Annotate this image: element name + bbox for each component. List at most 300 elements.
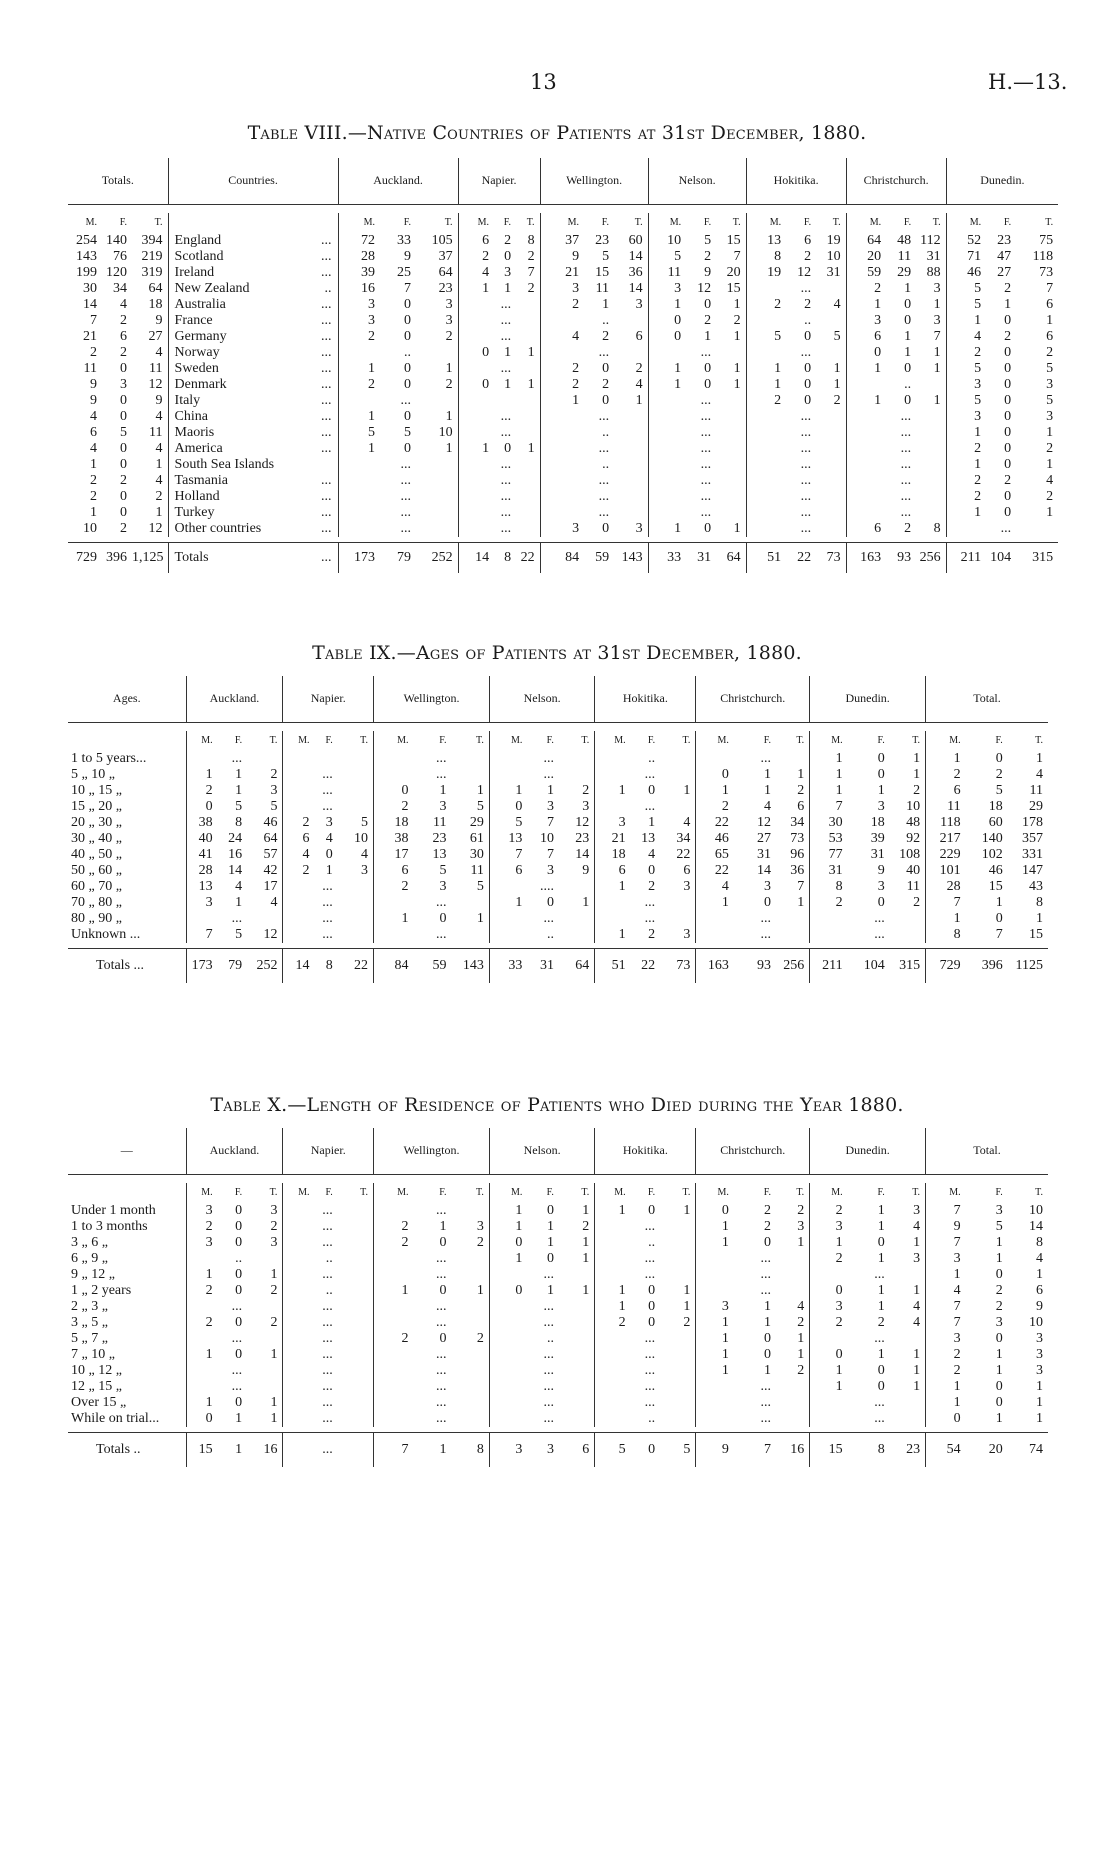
table8-cell: 1 (504, 376, 512, 392)
table8-cell: 2 (635, 360, 643, 376)
table9-cell (283, 783, 315, 799)
table8-cell: 0 (504, 248, 512, 264)
table10-cell: 1 (186, 1267, 218, 1283)
table10-cell: 2 (995, 1282, 1003, 1298)
table8-cell: 0 (504, 440, 512, 456)
table10-cell: 1 (995, 1362, 1003, 1378)
table8-cell: .. (804, 312, 812, 328)
table10-cell: .. (648, 1410, 656, 1426)
table8-cell: 3 (540, 521, 584, 537)
table9-cell (660, 911, 696, 927)
table9-cell: .... (539, 878, 554, 894)
table8-cell: 46 (946, 265, 986, 281)
table8-cell: 2 (946, 441, 986, 457)
table8-cell (716, 489, 746, 505)
table10-cell: 1 (489, 1219, 527, 1235)
table10-cell: ... (543, 1410, 554, 1426)
table8-row (68, 249, 1058, 265)
table10-cell: 0 (810, 1347, 848, 1363)
table8-cell: ... (800, 456, 812, 472)
table8-cell: 59 (584, 543, 614, 573)
table10-cell: 1 (683, 1282, 691, 1298)
table8-cell (746, 441, 786, 457)
table9-mft-label: M. (374, 731, 414, 751)
table8-cell (416, 473, 458, 489)
table8-cell: 3 (933, 312, 941, 328)
table8-cell: 1 (746, 361, 786, 377)
table9-cell: 12 (575, 814, 590, 830)
table10-cell: 2 (476, 1234, 484, 1250)
table8-cell (614, 505, 648, 521)
table10-cell (776, 1283, 810, 1299)
table10-cell (451, 1363, 489, 1379)
table8-cell: 0 (704, 360, 712, 376)
table9-cell: 65 (696, 847, 734, 863)
table8-cell: 1 (338, 361, 380, 377)
table10-cell: 1 (797, 1330, 805, 1346)
table10-cell: 0 (489, 1283, 527, 1299)
table9-cell: 3 (546, 862, 554, 878)
country-name: Holland (174, 488, 220, 504)
table9-cell: 0 (648, 862, 656, 878)
table9-cell: 14 (228, 862, 243, 878)
leader-dots: ... (321, 248, 332, 264)
table8-cell: ... (700, 392, 712, 408)
table8-cell (816, 521, 846, 537)
table9-cell: 0 (877, 750, 885, 766)
table8-mft-label: M. (338, 213, 380, 233)
table8-totals-cell: 4 (155, 440, 163, 456)
table10-cell (660, 1411, 696, 1427)
table8-cell: 1 (946, 505, 986, 521)
table10-mft-label: F. (763, 1187, 771, 1198)
table8-country-label (168, 521, 338, 537)
table9-cell: 2 (810, 895, 848, 911)
table10-cell (776, 1395, 810, 1411)
table8-cell: 79 (380, 543, 416, 573)
table8-cell (614, 441, 648, 457)
table8-cell: ... (800, 520, 812, 536)
table8-cell: ... (700, 504, 712, 520)
table8-cell (648, 457, 686, 473)
table8-cell (516, 457, 540, 473)
table9-cell: 1 (810, 767, 848, 783)
table9-cell: 0 (439, 910, 447, 926)
table8-row (68, 441, 1058, 457)
table8-cell (516, 425, 540, 441)
table9-mft-label: F. (763, 735, 771, 746)
table8-totals-cell: 34 (113, 280, 127, 296)
table9-header-5: Nelson. (489, 676, 594, 722)
table8-cell: 0 (704, 376, 712, 392)
table9-cell (810, 927, 848, 943)
table9-cell (595, 911, 631, 927)
table10-cell: 1 (595, 1283, 631, 1299)
table8-cell (540, 505, 584, 521)
table8-cell (494, 393, 516, 409)
table10-cell: ... (644, 1394, 656, 1410)
table10-cell: ... (435, 1202, 447, 1218)
table8-cell: 256 (916, 543, 946, 573)
table8-cell (746, 473, 786, 489)
table10-cell (776, 1267, 810, 1283)
leader-dots: ... (321, 312, 332, 328)
table8-cell: 39 (338, 265, 380, 281)
table8-totals-cell: 64 (148, 280, 163, 296)
table8-cell: 3 (1046, 408, 1054, 424)
table9-cell: ... (644, 894, 656, 910)
table10-row-label: 3 „ 6 „ (71, 1234, 108, 1250)
table10-cell (696, 1379, 734, 1395)
table8-cell (946, 521, 986, 537)
table9-row-label: 1 to 5 years... (71, 750, 147, 766)
table10-cell: ... (543, 1394, 554, 1410)
table8-cell: ... (500, 504, 512, 520)
table8-cell (746, 409, 786, 425)
table10-cell (451, 1203, 489, 1219)
table8-cell: 64 (716, 543, 746, 573)
table10-cell (283, 1411, 315, 1427)
table9-cell: 40 (186, 831, 218, 847)
table8-cell: 1 (904, 344, 912, 360)
table10-cell: ... (435, 1362, 447, 1378)
table10-cell: 1 (582, 1282, 590, 1298)
table9-cell: 6 (926, 783, 966, 799)
table9-cell (559, 751, 595, 767)
table8-cell: ... (800, 424, 812, 440)
table9-cell: 1 (489, 895, 527, 911)
table9-cell: .. (648, 750, 656, 766)
table10-cell (489, 1411, 527, 1427)
table9-row-label: 40 „ 50 „ (71, 846, 122, 862)
leader-dots: ... (321, 504, 332, 520)
table10-mft-label: F. (647, 1187, 656, 1198)
table9-cell: 13 (641, 830, 656, 846)
table9-cell: 1 (696, 783, 734, 799)
table8-cell (338, 457, 380, 473)
table9-cell: ... (760, 926, 771, 942)
table10-cell: 2 (995, 1298, 1003, 1314)
table10-cell: 4 (913, 1298, 921, 1314)
table8-cell (716, 473, 746, 489)
table10-cell: 1 (877, 1250, 885, 1266)
table10-cell (660, 1219, 696, 1235)
table10-header-3: Napier. (283, 1128, 374, 1174)
table8-cell (416, 489, 458, 505)
table9-cell: ... (874, 910, 885, 926)
table9-header-7: Christchurch. (696, 676, 810, 722)
table10-caption: Table X.—Length of Residence of Patients who Died during the Year 1880. (210, 1094, 904, 1116)
table10-row-label: While on trial... (71, 1410, 160, 1426)
table9-mft-label: F. (647, 735, 656, 746)
table10-cell: 1 (810, 1379, 848, 1395)
table8-cell: 25 (397, 264, 412, 280)
table8-cell (816, 473, 846, 489)
table10-cell: 0 (235, 1394, 243, 1410)
table9-cell (283, 751, 315, 767)
table9-mft-label: T. (1035, 735, 1043, 746)
table10-cell (696, 1411, 734, 1427)
table8-cell (416, 345, 458, 361)
table9-cell: 4 (270, 894, 278, 910)
table10-cell: 0 (235, 1266, 243, 1282)
table10-cell: ... (874, 1330, 885, 1346)
table9-mft-label: T. (476, 735, 484, 746)
table8-totals-cell: 27 (148, 328, 163, 344)
table9-cell: 43 (1029, 878, 1043, 894)
table10-cell: 3 (926, 1251, 966, 1267)
table10-header-8: Dunedin. (810, 1128, 926, 1174)
table8-cell: 93 (886, 543, 916, 573)
table8-mft-label: F. (601, 217, 610, 228)
table8-cell: 5 (404, 424, 412, 440)
table8-totals-cell: 2 (90, 472, 97, 488)
table8-cell: ... (900, 472, 912, 488)
table10-cell: 3 (270, 1202, 278, 1218)
table10-cell: 1 (1036, 1378, 1043, 1394)
table8-cell (516, 297, 540, 313)
table9-cell: 3 (186, 895, 218, 911)
table10-cell: 1 (235, 1410, 243, 1426)
table8-cell: 1 (946, 425, 986, 441)
table10-cell: 7 (374, 1433, 414, 1467)
table10-cell: 3 (476, 1218, 484, 1234)
table8-mft-label: T. (444, 217, 453, 228)
table8-cell: 9 (540, 249, 584, 265)
table10-cell: 0 (648, 1314, 656, 1330)
table9-cell: 1 (595, 783, 631, 799)
table10-cell: 0 (631, 1433, 661, 1467)
table8-cell: 0 (846, 345, 886, 361)
table9-cell: 11 (1029, 782, 1043, 798)
table8-cell: 0 (1004, 504, 1012, 520)
table10-cell: 2 (810, 1251, 848, 1267)
table8-country-label (168, 313, 338, 329)
table8-cell: 3 (540, 281, 584, 297)
table10-cell (559, 1363, 595, 1379)
table8-cell: 2 (804, 248, 812, 264)
table8-cell: 2 (704, 248, 712, 264)
table9-cell: 22 (676, 846, 691, 862)
table10-mft-label: T. (581, 1187, 590, 1198)
table9-cell: ... (543, 750, 554, 766)
table8-cell: 2 (527, 248, 535, 264)
table9-row-label: 80 „ 90 „ (71, 910, 122, 926)
table8-cell: 5 (648, 249, 686, 265)
table10-cell (283, 1203, 315, 1219)
table8-cell: ... (598, 472, 610, 488)
table10-row (68, 1395, 1048, 1411)
table10-cell: 1 (797, 1234, 805, 1250)
table9-cell: 3 (361, 862, 369, 878)
table10 (68, 1128, 1048, 1467)
table10-cell: 0 (489, 1235, 527, 1251)
table8-country-label (168, 393, 338, 409)
table8-cell (846, 473, 886, 489)
table10-mft-label: M. (374, 1183, 414, 1203)
table8-cell (916, 489, 946, 505)
table10-header-2: Auckland. (186, 1128, 283, 1174)
leader-dots: ... (321, 360, 332, 376)
table10-cell: 1 (439, 1218, 447, 1234)
table9-cell (660, 895, 696, 911)
table9-cell: 7 (797, 878, 805, 894)
table10-cell (338, 1219, 374, 1235)
table10-header-9: Total. (926, 1128, 1048, 1174)
table10-cell (283, 1433, 315, 1467)
table8-cell: 6 (1046, 328, 1054, 344)
table8-totals-cell: 120 (106, 264, 127, 280)
table10-cell (374, 1395, 414, 1411)
table9-cell (338, 783, 374, 799)
table8-cell: 10 (826, 248, 841, 264)
table10-cell (776, 1379, 810, 1395)
table9-cell: 0 (546, 894, 554, 910)
table8-cell: 5 (338, 425, 380, 441)
table8-cell: 1 (1046, 424, 1054, 440)
table9-cell (890, 911, 926, 927)
table8-cell: 3 (933, 280, 941, 296)
table9-cell (489, 927, 527, 943)
table8-cell: ... (900, 504, 912, 520)
table8-cell: 1 (846, 297, 886, 313)
table8-cell: 1 (833, 360, 841, 376)
table9-row (68, 927, 1048, 943)
table10-cell: 3 (913, 1250, 921, 1266)
table9-cell (595, 751, 631, 767)
table8-cell: 0 (602, 360, 610, 376)
table8-cell: 0 (404, 440, 412, 456)
table9-mft-blank (68, 731, 186, 751)
table8-cell: 84 (540, 543, 584, 573)
table8-mft-label: F. (903, 217, 912, 228)
table8-cell: 1 (602, 296, 610, 312)
table10-cell: ... (435, 1394, 447, 1410)
table9-cell (696, 911, 734, 927)
table10-cell (374, 1379, 414, 1395)
table9-mft-label: F. (234, 735, 243, 746)
table8-header-4: Napier. (458, 158, 540, 204)
table10-cell (374, 1267, 414, 1283)
table8-cell: 9 (704, 264, 712, 280)
table8-cell: 0 (704, 520, 712, 536)
table8-cell: 1 (445, 408, 453, 424)
country-name: Denmark (174, 376, 227, 392)
table9-row (68, 879, 1048, 895)
table10-cell (338, 1203, 374, 1219)
table10-cell: 16 (247, 1433, 283, 1467)
table9-row (68, 815, 1048, 831)
country-name: America (174, 440, 223, 456)
table10-mft-label: M. (595, 1183, 631, 1203)
table8-country-label (168, 249, 338, 265)
table8-cell (458, 329, 494, 345)
table8-cell: 0 (404, 296, 412, 312)
table8-totals-cell: 2 (120, 520, 127, 536)
table8-cell: 2 (946, 345, 986, 361)
table8-totals-cell: 729 (68, 543, 102, 573)
country-name: China (174, 408, 208, 424)
table9-cell: 1 (913, 750, 921, 766)
table9-cell: 6 (797, 798, 805, 814)
table9-cell: 1 (995, 894, 1003, 910)
table10-cell (374, 1347, 414, 1363)
table8-cell: 1 (946, 313, 986, 329)
table9-cell: 33 (489, 949, 527, 983)
table10-cell: 0 (648, 1282, 656, 1298)
table9-cell: 42 (263, 862, 278, 878)
table9-cell: 15 (988, 878, 1003, 894)
table9-cell (559, 927, 595, 943)
table9-cell: 7 (926, 895, 966, 911)
table8-totals-cell: 0 (120, 392, 127, 408)
table9-cell: 143 (451, 949, 489, 983)
table8-cell: 3 (648, 281, 686, 297)
leader-dots: ... (321, 296, 332, 312)
table8-row (68, 297, 1058, 313)
table8-cell: 1 (733, 376, 741, 392)
table10-cell: 1 (877, 1218, 885, 1234)
table10-cell: 1 (913, 1282, 921, 1298)
table9-cell: 34 (790, 814, 805, 830)
table9-cell (489, 767, 527, 783)
table8-mft-label: F. (503, 217, 512, 228)
table8-cell (816, 505, 846, 521)
table8-cell: 173 (338, 543, 380, 573)
table8-cell: 3 (504, 264, 512, 280)
table10-cell (186, 1299, 218, 1315)
table8-cell: 88 (926, 264, 941, 280)
table9-cell: 29 (469, 814, 484, 830)
table9-row-label: 30 „ 40 „ (71, 830, 122, 846)
table10-cell: 1 (546, 1218, 554, 1234)
table9-cell: 22 (696, 815, 734, 831)
table10-cell: 3 (810, 1299, 848, 1315)
country-name: South Sea Islands (174, 456, 275, 472)
table9-cell: 2 (696, 799, 734, 815)
leader-dots: ... (321, 424, 332, 440)
table10-cell (559, 1379, 595, 1395)
table10-cell: 2 (797, 1202, 805, 1218)
table10-cell (338, 1251, 374, 1267)
table9-cell: 4 (648, 846, 656, 862)
table10-row (68, 1251, 1048, 1267)
table8-cell: 1 (1046, 456, 1054, 472)
table8-cell: 211 (946, 543, 986, 573)
table8-cell: 0 (804, 376, 812, 392)
table9-cell: 18 (595, 847, 631, 863)
table10-cell (559, 1299, 595, 1315)
table9-cell (374, 751, 414, 767)
table10-cell (559, 1347, 595, 1363)
table10-cell: 3 (1036, 1346, 1043, 1362)
table10-cell (247, 1331, 283, 1347)
table9-cell: 3 (546, 798, 554, 814)
table8-cell: 0 (904, 360, 912, 376)
table10-cell: 2 (926, 1347, 966, 1363)
table10-cell: 0 (763, 1234, 771, 1250)
table10-cell: 1 (810, 1363, 848, 1379)
table10-cell: 1 (763, 1362, 771, 1378)
table8-cell (516, 521, 540, 537)
table8-totals-cell: 6 (90, 424, 97, 440)
table9-cell: 8 (315, 949, 338, 983)
table10-row-label: 12 „ 15 „ (71, 1378, 122, 1394)
table8-cell (458, 313, 494, 329)
table8-cell (516, 393, 540, 409)
table9-cell: 1 (582, 894, 590, 910)
table10-cell: 1 (1036, 1266, 1043, 1282)
